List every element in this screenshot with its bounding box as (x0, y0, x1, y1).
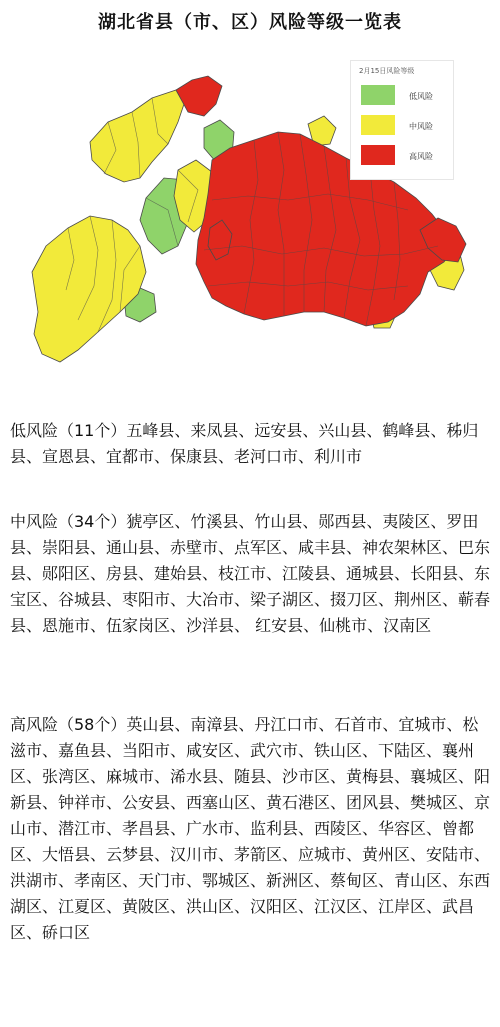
legend-label-low: 低风险 (409, 92, 433, 101)
legend-swatch-high (361, 145, 395, 165)
mid-risk-list: 中风险（34个）猇亭区、竹溪县、竹山县、郧西县、夷陵区、罗田县、崇阳县、通山县、赤壁市、点军区、咸丰县、神农架林区、巴东县、郧阳区、房县、建始县、枝江市、江陵县、通城县、长阳县、东宝区、谷城县、枣阳市、大冶市、梁子湖区、掇刀区、荆州区、蕲春县、恩施市、伍家岗区、沙洋县、 红安县、仙桃市、汉南区 (10, 512, 491, 635)
high-risk-list: 高风险（58个）英山县、南漳县、丹江口市、石首市、宜城市、松滋市、嘉鱼县、当阳市、咸安区、武穴市、铁山区、下陆区、襄州区、张湾区、麻城市、浠水县、随县、沙市区、黄梅县、襄城区、阳新县、钟祥市、公安县、西塞山区、黄石港区、团风县、樊城区、京山市、潜江市、孝昌县、广水市、监利县、西陵区、华容区、曾都区、大悟县、云梦县、汉川市、茅箭区、应城市、黄州区、安陆市、洪湖市、孝南区、天门市、鄂城区、新洲区、蔡甸区、青山区、东西湖区、江夏区、黄陂区、洪山区、汉阳区、江汉区、江岸区、武昌区、硚口区 (10, 715, 491, 942)
map-region-high-north (176, 76, 222, 116)
page-title: 湖北省县（市、区）风险等级一览表 (98, 12, 402, 33)
legend-label-high: 高风险 (409, 152, 433, 161)
legend-swatch-mid (361, 115, 395, 135)
legend-title: 2月15日风险等级 (359, 67, 415, 75)
map-legend (350, 60, 454, 180)
legend-item-low (361, 85, 451, 107)
map-region-mid-west (32, 216, 146, 362)
legend-swatch-low (361, 85, 395, 105)
low-risk-list: 低风险（11个）五峰县、来凤县、远安县、兴山县、鹤峰县、秭归县、宣恩县、宜都市、保康县、老河口市、利川市 (10, 421, 479, 466)
legend-item-high (361, 145, 451, 167)
legend-label-mid: 中风险 (409, 122, 433, 131)
legend-item-mid (361, 115, 451, 137)
